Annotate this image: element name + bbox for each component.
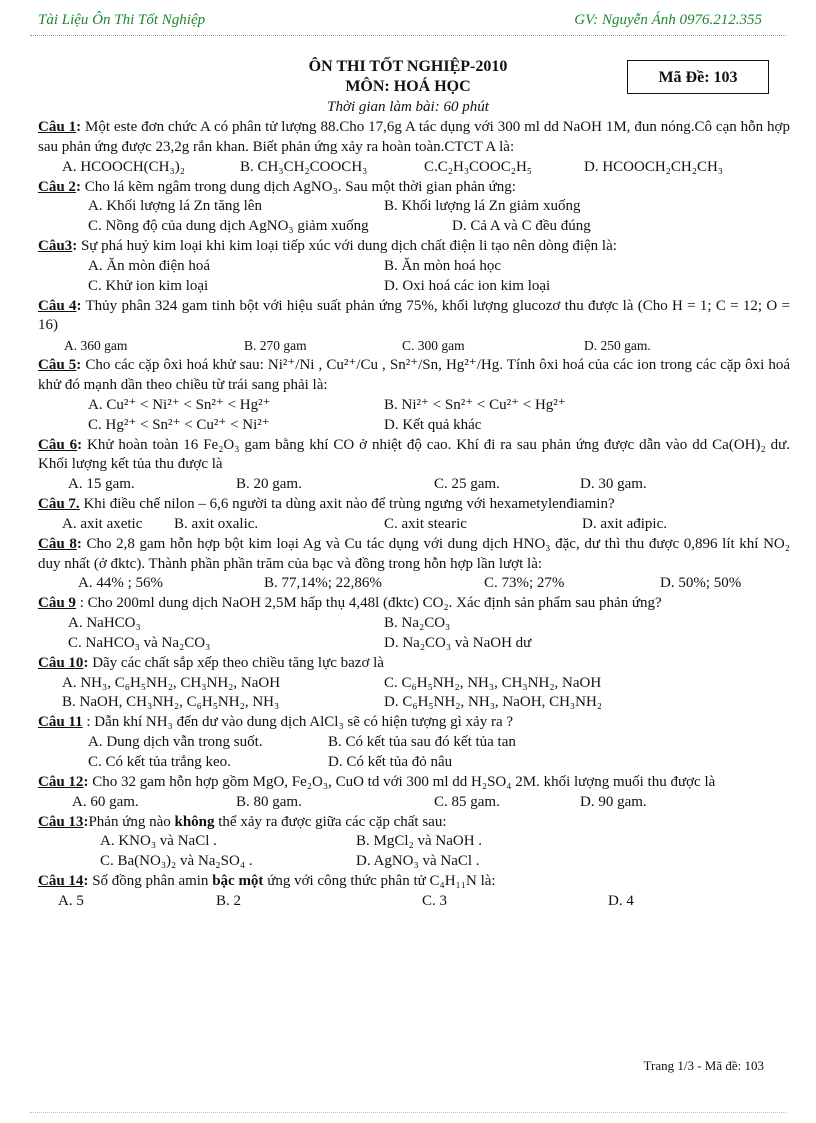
option-c: C.C₂H₃COOC₂H₅ — [424, 158, 533, 175]
option-c: C. Nồng độ của dung dịch AgNO₃ giảm xuống — [88, 218, 369, 235]
option-d: D. Có kết tủa đỏ nâu — [328, 754, 453, 770]
option-c: C. axit stearic — [384, 515, 467, 532]
question-number: Câu 11 — [38, 714, 83, 731]
question-number: Câu3 — [38, 238, 73, 255]
option-d: D. C₆H₅NH₂, NH₃, NaOH, CH₃NH₂ — [384, 694, 603, 711]
question-5: Câu 5: Cho các cặp ôxi hoá khử sau: Ni²⁺/Ni , Cu²⁺/Cu , Sn²⁺/Sn, Hg²⁺/Hg. Tính ôxi hoá của các ion trong các cặp ôxi hoá khử đó mạnh dần theo chiều từ trái sang phải là: A. Cu²⁺ < Ni²⁺ < Sn²⁺ < Hg²⁺ B. Ni²⁺ < Sn²⁺ < Cu²⁺ < Hg²⁺ C. Hg²⁺ < Sn²⁺ < Cu²⁺ < Ni²⁺ D. Kết quả khác — [38, 356, 790, 435]
option-c: C. 85 gam. — [434, 793, 500, 810]
question-9 — [38, 594, 790, 654]
question-10: Câu 10: Dãy các chất sắp xếp theo chiều tăng lực bazơ là A. NH₃, C₆H₅NH₂, CH₃NH₂, NaOH C. C₆H₅NH₂, NH₃, CH₃NH₂, NaOH B. NaOH, CH₃NH₂, C₆H₅NH₂, NH₃ D. C₆H₅NH₂, NH₃, NaOH, CH₃NH₂ — [38, 654, 790, 714]
option-b: B. MgCl₂ và NaOH . — [356, 833, 483, 850]
option-b: B. 80 gam. — [236, 793, 302, 810]
option-b: B. CH₃CH₂COOCH₃ — [240, 158, 368, 175]
question-text: Khử hoàn toàn 16 Fe₂O₃ gam bằng khí CO ở nhiệt độ cao. Khí đi ra sau phản ứng được dẫn vào dd Ca(OH)₂ dư. Khối lượng kết tủa thu được là — [38, 436, 791, 473]
footer-divider — [30, 1112, 786, 1113]
option-d: D. Oxi hoá các ion kim loại — [384, 277, 551, 294]
option-a: A. 44% ; 56% — [78, 575, 163, 592]
option-d: D. HCOOCH₂CH₂CH₃ — [584, 158, 724, 175]
option-b: B. Có kết tủa sau đó kết tủa tan — [328, 734, 516, 751]
question-11 — [38, 713, 790, 773]
option-b: B. NaOH, CH₃NH₂, C₆H₅NH₂, NH₃ — [62, 694, 280, 711]
question-text: Thủy phân 324 gam tinh bột với hiệu suất phản ứng 75%, khối lượng glucozơ thu được là (Cho H = 1; C = 12; O = 16) — [38, 297, 790, 334]
option-c: C. Hg²⁺ < Sn²⁺ < Cu²⁺ < Ni²⁺ — [88, 416, 270, 433]
question-text-end: ứng với công thức phân tử C₄H₁₁N là: — [263, 873, 496, 890]
option-b: B. Na₂CO₃ — [384, 615, 451, 632]
question-text: Một este đơn chức A có phân tử lượng 88.Cho 17,6g A tác dụng với 300 ml dd NaOH 1M, đun nóng.Cô cạn hỗn hợp sau phản ứng được 23,2g rắn khan. Biết phản ứng xảy ra hoàn toàn.CTCT A là: — [38, 119, 790, 155]
option-b: B. 270 gam — [244, 338, 307, 354]
option-d: D. AgNO₃ và NaCl . — [356, 853, 480, 870]
option-a: A. Dung dịch vẫn trong suốt. — [88, 734, 263, 751]
question-list — [38, 118, 790, 912]
question-number: Câu 7. — [38, 496, 80, 513]
question-text: Khi điều chế nilon – 6,6 người ta dùng axit nào để trùng ngưng với hexametylenđiamin? — [83, 496, 615, 513]
option-d: D. Na₂CO₃ và NaOH dư — [384, 634, 532, 651]
question-number: Câu 5 — [38, 357, 77, 374]
option-c: C. Có kết tủa trắng keo. — [88, 754, 231, 770]
option-b: B. Khối lượng lá Zn giảm xuống — [384, 198, 581, 215]
question-number: Câu 6 — [38, 436, 78, 453]
question-text-start: Phản ứng nào — [88, 813, 175, 830]
option-a: A. NaHCO₃ — [68, 615, 141, 632]
question-text: : Dẫn khí NH₃ đến dư vào dung dịch AlCl₃ sẽ có hiện tượng gì xảy ra ? — [86, 714, 514, 731]
question-3: Câu3: Sự phá huỷ kim loại khi kim loại tiếp xúc với dung dịch chất điện li tạo nên dòng điện là: A. Ăn mòn điện hoá B. Ăn mòn hoá học C. Khử ion kim loại D. Oxi hoá các ion kim loại — [38, 237, 790, 297]
question-13: Câu 13:Phản ứng nào không thể xảy ra được giữa các cặp chất sau: A. KNO₃ và NaCl . B. MgCl₂ và NaOH . C. Ba(NO₃)₂ và Na₂SO₄ . D. AgNO₃ và NaCl . — [38, 813, 790, 873]
option-a: A. Cu²⁺ < Ni²⁺ < Sn²⁺ < Hg²⁺ — [88, 396, 271, 413]
option-c: C. 3 — [422, 892, 448, 909]
option-d: D. 90 gam. — [580, 793, 647, 810]
header-divider — [30, 35, 786, 36]
exam-code-box: Mã Đề: 103 — [627, 60, 769, 94]
question-6: Câu 6: Khử hoàn toàn 16 Fe₂O₃ gam bằng khí CO ở nhiệt độ cao. Khí đi ra sau phản ứng được dẫn vào dd Ca(OH)₂ dư. Khối lượng kết tủa thu được là A. 15 gam. B. 20 gam. C. 25 gam. D. 30 gam. — [38, 436, 790, 496]
option-b: B. Ăn mòn hoá học — [384, 257, 502, 274]
question-1: Câu 1: Một este đơn chức A có phân tử lượng 88.Cho 17,6g A tác dụng với 300 ml dd NaOH 1M, đun nóng.Cô cạn hỗn hợp sau phản ứng được 23,2g rắn khan. Biết phản ứng xảy ra hoàn toàn.CTCT A là: A. HCOOCH(CH₃)₂ B. CH₃CH₂COOCH₃ C.C₂H₃COOC₂H₅ D. HCOOCH₂CH₂CH₃ — [38, 118, 790, 178]
header-right-text: GV: Nguyễn Ánh 0976.212.355 — [574, 12, 762, 28]
header-left-text: Tài Liệu Ôn Thi Tốt Nghiệp — [38, 12, 206, 28]
option-d: D. 4 — [608, 892, 634, 909]
question-text: : Cho 200ml dung dịch NaOH 2,5M hấp thụ 4,48l (đktc) CO₂. Xác định sản phẩm sau phản ứng? — [79, 595, 662, 612]
question-number: Câu 8 — [38, 535, 77, 552]
question-4: Câu 4: Thủy phân 324 gam tinh bột với hiệu suất phản ứng 75%, khối lượng glucozơ thu được là (Cho H = 1; C = 12; O = 16) A. 360 gam B. 270 gam C. 300 gam D. 250 gam. — [38, 297, 790, 357]
option-a: A. Khối lượng lá Zn tăng lên — [88, 198, 262, 215]
question-8: Câu 8: Cho 2,8 gam hỗn hợp bột kim loại Ag và Cu tác dụng với dung dịch HNO₃ đặc, dư thì thu được 0,896 lít khí NO₂ duy nhất (ở đktc). Thành phần phần trăm của bạc và đồng trong hỗn hợp lần lượt là: A. 44% ; 56% B. 77,14%; 22,86% C. 73%; 27% D. 50%; 50% — [38, 535, 790, 595]
question-text: Cho 2,8 gam hỗn hợp bột kim loại Ag và Cu tác dụng với dung dịch HNO₃ đặc, dư thì thu được 0,896 lít khí NO₂ duy nhất (ở đktc). Thành phần phần trăm của bạc và đồng trong hỗn hợp lần lượt là: — [38, 535, 790, 572]
question-text: Dãy các chất sắp xếp theo chiều tăng lực bazơ là — [92, 654, 384, 671]
option-a: A. Ăn mòn điện hoá — [88, 257, 211, 274]
option-c: C. 73%; 27% — [484, 575, 565, 592]
option-a: A. 5 — [58, 892, 84, 909]
option-a: A. HCOOCH(CH₃)₂ — [62, 158, 185, 175]
question-number: Câu 12 — [38, 773, 84, 790]
option-b: B. Ni²⁺ < Sn²⁺ < Cu²⁺ < Hg²⁺ — [384, 396, 566, 413]
exam-subject: MÔN: HOÁ HỌC — [345, 78, 471, 95]
option-c: C. 300 gam — [402, 338, 465, 354]
exam-title: ÔN THI TỐT NGHIỆP-2010 — [308, 58, 508, 75]
exam-time: Thời gian làm bài: 60 phút — [327, 99, 489, 115]
question-number: Câu 10 — [38, 654, 84, 671]
question-text: Sự phá huỷ kim loại khi kim loại tiếp xúc với dung dịch chất điện li tạo nên dòng điện là: — [80, 238, 617, 255]
question-text-emphasis: không — [174, 813, 215, 830]
option-d: D. Kết quả khác — [384, 416, 482, 433]
option-c: C. 25 gam. — [434, 476, 500, 493]
option-d: D. 30 gam. — [580, 476, 647, 493]
question-number: Câu 13 — [38, 813, 84, 830]
option-a: A. KNO₃ và NaCl . — [100, 833, 217, 850]
option-d: D. 250 gam. — [584, 338, 651, 354]
question-text: Cho 32 gam hỗn hợp gồm MgO, Fe₂O₃, CuO td với 300 ml dd H₂SO₄ 2M. khối lượng muối thu được là — [92, 773, 716, 790]
question-2: Câu 2: Cho lá kẽm ngâm trong dung dịch AgNO₃. Sau một thời gian phản ứng: A. Khối lượng lá Zn tăng lên B. Khối lượng lá Zn giảm xuống C. Nồng độ của dung dịch AgNO₃ giảm xuống D. Cả A và C đều đúng — [38, 178, 790, 238]
option-a: A. 60 gam. — [72, 793, 139, 810]
option-c: C. NaHCO₃ và Na₂CO₃ — [68, 634, 211, 651]
question-text-end: thể xảy ra được giữa các cặp chất sau: — [214, 813, 447, 830]
question-number: Câu 14 — [38, 873, 84, 890]
question-text: Cho lá kẽm ngâm trong dung dịch AgNO₃. Sau một thời gian phản ứng: — [84, 178, 516, 195]
question-number: Câu 1 — [38, 119, 77, 135]
question-7 — [38, 495, 790, 535]
option-b: B. 2 — [216, 892, 242, 909]
option-b: B. 20 gam. — [236, 476, 302, 493]
option-a: A. axit axetic — [62, 515, 143, 532]
option-c: C. Ba(NO₃)₂ và Na₂SO₄ . — [100, 853, 253, 870]
option-a: A. 360 gam — [64, 338, 128, 354]
question-text-emphasis: bậc một — [212, 873, 264, 890]
option-c: C. Khử ion kim loại — [88, 277, 209, 294]
option-d: D. axit ađipic. — [582, 515, 667, 532]
question-text: Cho các cặp ôxi hoá khử sau: Ni²⁺/Ni , Cu²⁺/Cu , Sn²⁺/Sn, Hg²⁺/Hg. Tính ôxi hoá của các ion trong các cặp ôxi hoá khử đó mạnh dần theo chiều từ trái sang phải là: — [38, 357, 791, 393]
option-a: A. 15 gam. — [68, 476, 135, 493]
option-d: D. 50%; 50% — [660, 575, 742, 592]
option-b: B. 77,14%; 22,86% — [264, 575, 382, 592]
question-text-start: Số đồng phân amin — [92, 873, 213, 890]
question-number: Câu 2 — [38, 178, 76, 195]
question-14: Câu 14: Số đồng phân amin bậc một ứng với công thức phân tử C₄H₁₁N là: A. 5 B. 2 C. 3 D. 4 — [38, 872, 790, 912]
question-12: Câu 12: Cho 32 gam hỗn hợp gồm MgO, Fe₂O₃, CuO td với 300 ml dd H₂SO₄ 2M. khối lượng muối thu được là A. 60 gam. B. 80 gam. C. 85 gam. D. 90 gam. — [38, 773, 790, 813]
option-b: B. axit oxalic. — [174, 515, 259, 532]
option-d: D. Cả A và C đều đúng — [452, 218, 591, 235]
option-c: C. C₆H₅NH₂, NH₃, CH₃NH₂, NaOH — [384, 674, 602, 691]
question-number: Câu 9 — [38, 595, 76, 612]
question-number: Câu 4 — [38, 297, 77, 314]
option-a: A. NH₃, C₆H₅NH₂, CH₃NH₂, NaOH — [62, 674, 281, 691]
page-footer: Trang 1/3 - Mã đề: 103 — [643, 1058, 764, 1073]
